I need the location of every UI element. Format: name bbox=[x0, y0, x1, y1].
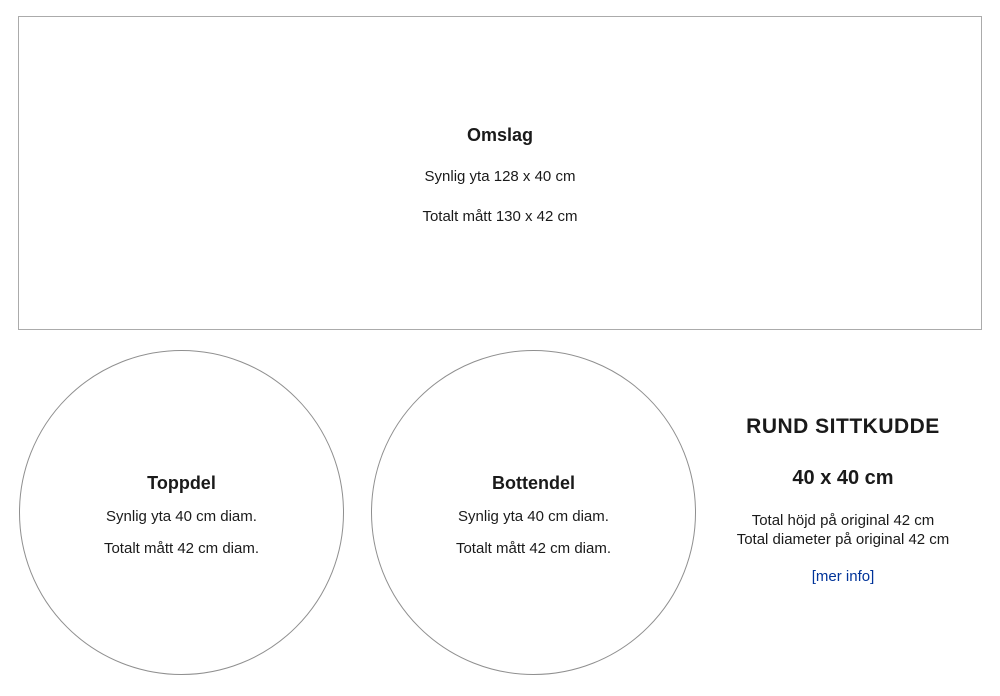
top-part-total-size: Totalt mått 42 cm diam. bbox=[103, 540, 260, 557]
bottom-part-title: Bottendel bbox=[492, 473, 575, 493]
more-info-link[interactable]: [mer info] bbox=[811, 568, 875, 585]
product-detail-diameter: Total diameter på original 42 cm bbox=[736, 531, 950, 548]
top-part-circle bbox=[19, 350, 344, 675]
top-part-visible-area: Synlig yta 40 cm diam. bbox=[106, 508, 257, 525]
cover-visible-area: Synlig yta 128 x 40 cm bbox=[424, 167, 576, 185]
product-details bbox=[698, 511, 988, 549]
product-detail-height: Total höjd på original 42 cm bbox=[751, 512, 935, 529]
product-info-panel bbox=[698, 415, 988, 586]
bottom-part-circle bbox=[371, 350, 696, 675]
product-size: 40 x 40 cm bbox=[792, 467, 894, 489]
cover-title: Omslag bbox=[466, 124, 534, 145]
cover-total-size: Totalt mått 130 x 42 cm bbox=[422, 207, 578, 225]
product-name: RUND SITTKUDDE bbox=[746, 415, 940, 438]
bottom-part-total-size: Totalt mått 42 cm diam. bbox=[455, 540, 612, 557]
cover-rectangle bbox=[18, 16, 982, 330]
bottom-part-visible-area: Synlig yta 40 cm diam. bbox=[458, 508, 609, 525]
top-part-title: Toppdel bbox=[147, 473, 216, 493]
